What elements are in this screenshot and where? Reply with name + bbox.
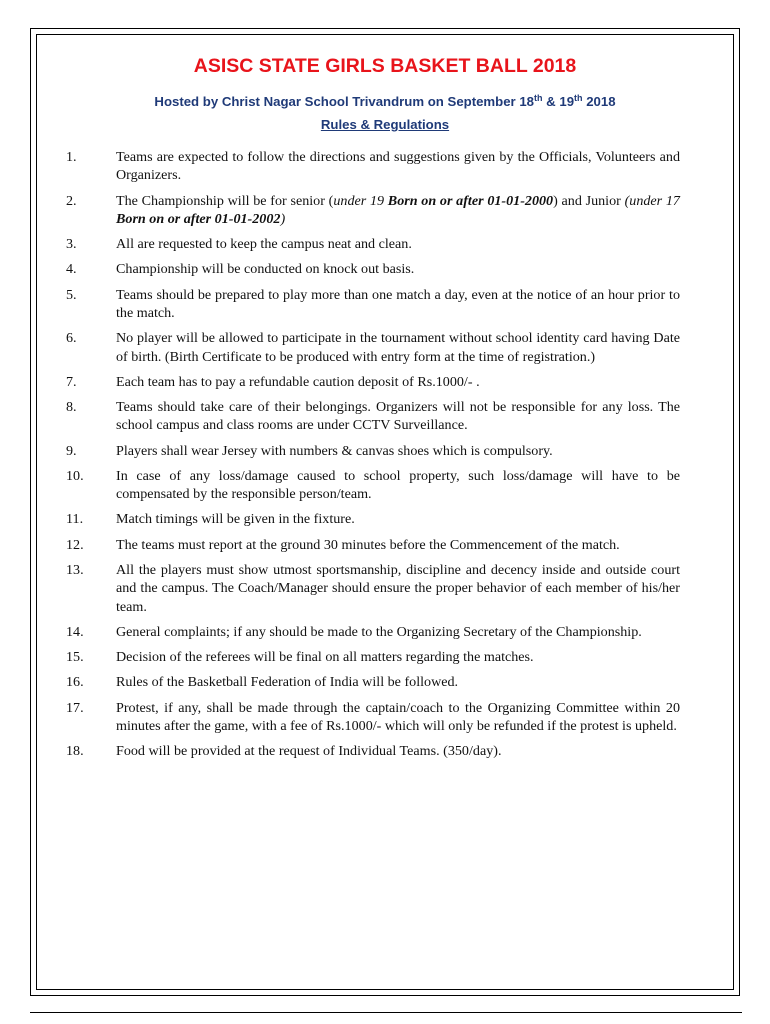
rule-item: [66, 623, 680, 641]
rule-number: 5.: [66, 286, 77, 303]
rule-text: [116, 192, 680, 229]
rule-number: 9.: [66, 442, 77, 459]
rule-text: General complaints; if any should be made to the Organizing Secretary of the Championship.: [116, 623, 642, 640]
rule-item: [66, 536, 680, 554]
rule-text: In case of any loss/damage caused to school property, such loss/damage will have to be compensated by the responsible person/team.: [116, 467, 680, 503]
rule-number: 15.: [66, 649, 84, 666]
rule-text-italic: under 19: [333, 192, 388, 209]
rule-number: 17.: [66, 699, 84, 716]
rule-text: Players shall wear Jersey with numbers & canvas shoes which is compulsory.: [116, 442, 553, 459]
rule-number: 16.: [66, 674, 84, 691]
document-title: ASISC STATE GIRLS BASKET BALL 2018: [193, 55, 577, 77]
rule-text-bold-italic: Born on or after 01-01-2002: [116, 211, 281, 228]
rule-text-part: ) and Junior: [553, 192, 625, 209]
hosted-by-text: Hosted by Christ Nagar School Trivandrum on September 18: [154, 94, 535, 109]
rule-item: [66, 192, 680, 229]
rule-item: [66, 398, 680, 435]
rule-item: [66, 561, 680, 616]
rule-item: [66, 699, 680, 736]
rule-item: [66, 329, 680, 366]
rule-number: 14.: [66, 623, 84, 640]
rule-item: [66, 510, 680, 528]
rule-number: 2.: [66, 192, 77, 209]
rule-number: 18.: [66, 743, 84, 760]
rule-item: [66, 235, 680, 253]
rule-text: Teams should take care of their belongings. Organizers will not be responsible for any loss. The school campus and class rooms are under CCTV Surveillance.: [116, 399, 680, 434]
rule-number: 13.: [66, 561, 84, 578]
rule-item: [66, 467, 680, 504]
ordinal-suffix-18: th: [534, 93, 543, 103]
rule-number: 1.: [66, 149, 77, 165]
rule-number: 4.: [66, 261, 77, 278]
rule-text: Each team has to pay a refundable caution deposit of Rs.1000/- .: [116, 373, 480, 390]
rule-text: Decision of the referees will be final on all matters regarding the matches.: [116, 649, 534, 666]
rule-item: [66, 148, 680, 185]
rule-number: 10.: [66, 467, 84, 484]
rule-text: The teams must report at the ground 30 minutes before the Commencement of the match.: [116, 536, 620, 553]
rule-item: [66, 673, 680, 691]
rule-text: Teams should be prepared to play more than one match a day, even at the notice of an hour prior to the match.: [116, 286, 680, 322]
rule-text-italic: (under 17: [624, 192, 680, 209]
rule-number: 8.: [66, 399, 77, 416]
rule-text-part: The Championship will be for senior (: [116, 192, 334, 209]
footer-rule: [30, 1012, 742, 1013]
rule-text: Protest, if any, shall be made through the captain/coach to the Organizing Committee within 20 minutes after the game, with a fee of Rs.1000/- which will only be refunded if the protest is upheld.: [116, 699, 680, 734]
rule-text: No player will be allowed to participate in the tournament without school identity card having Date of birth. (Birth Certificate to be produced with entry form at the time of registration.): [116, 330, 680, 365]
rule-number: 7.: [66, 373, 77, 390]
rule-number: 11.: [66, 511, 84, 528]
hosted-by-line: [36, 94, 734, 109]
hosted-by-year: 2018: [582, 94, 616, 109]
rule-text: Championship will be conducted on knock out basis.: [116, 261, 415, 278]
rule-text-italic: ): [280, 211, 286, 228]
rules-list: [66, 148, 680, 767]
ordinal-suffix-19: th: [574, 93, 583, 103]
rule-number: 3.: [66, 236, 77, 253]
rule-text: All are requested to keep the campus neat and clean.: [116, 236, 412, 253]
rule-text: Match timings will be given in the fixture.: [116, 511, 355, 528]
rule-item: [66, 442, 680, 460]
rule-text-bold-italic: Born on or after 01-01-2000: [387, 192, 554, 209]
rule-text: All the players must show utmost sportsmanship, discipline and decency inside and outside court and the campus. The Coach/Manager should ensure the proper behavior of each member of his/her team.: [116, 561, 680, 615]
rule-item: [66, 373, 680, 391]
rule-number: 12.: [66, 536, 84, 553]
rule-item: [66, 742, 680, 760]
rule-text: Rules of the Basketball Federation of India will be followed.: [116, 674, 459, 691]
rules-heading: Rules & Regulations: [320, 117, 450, 132]
rule-text: Teams are expected to follow the directions and suggestions given by the Officials, Volunteers and Organizers.: [116, 149, 680, 184]
rule-item: [66, 260, 680, 278]
rule-number: 6.: [66, 330, 77, 347]
rule-item: [66, 286, 680, 323]
hosted-by-text-mid: & 19: [542, 94, 575, 109]
rule-item: [66, 648, 680, 666]
rule-text: Food will be provided at the request of Individual Teams. (350/day).: [116, 743, 502, 760]
